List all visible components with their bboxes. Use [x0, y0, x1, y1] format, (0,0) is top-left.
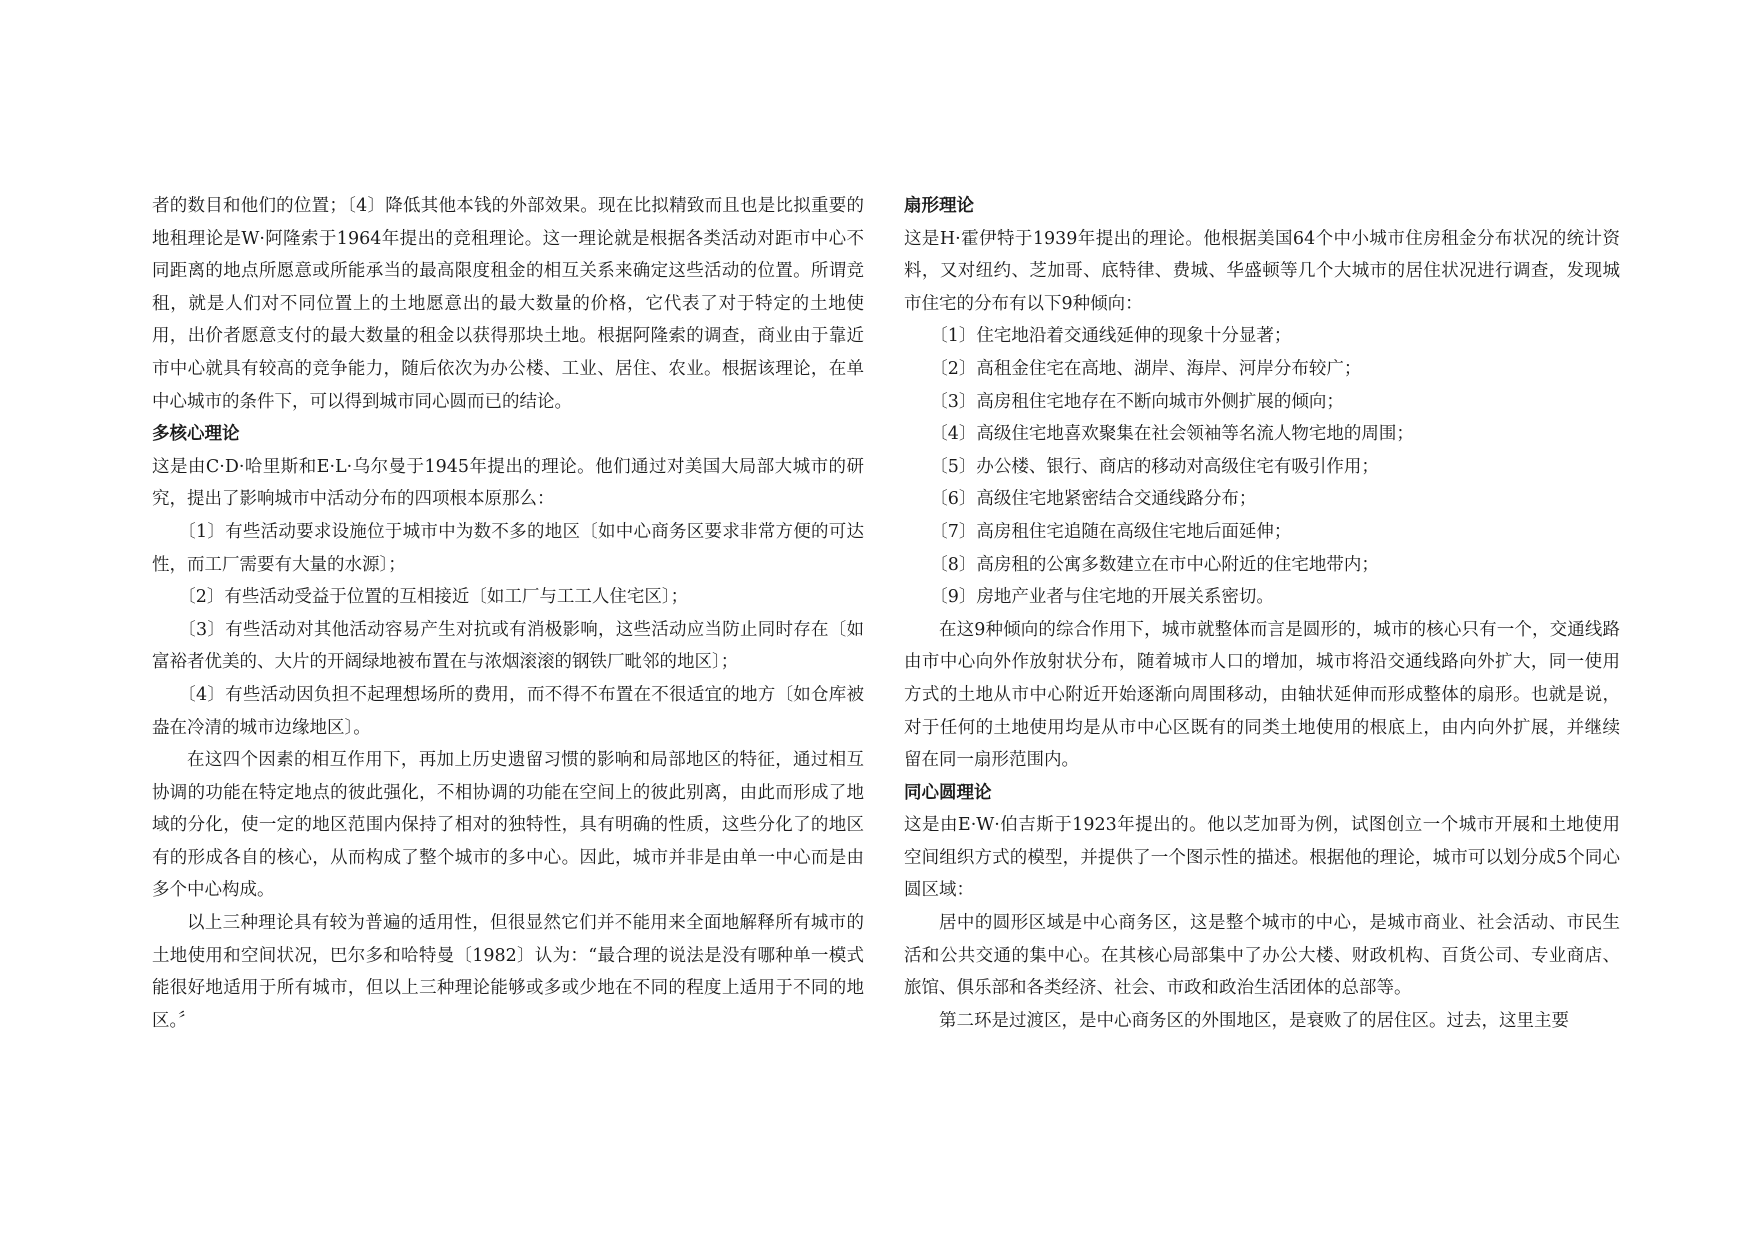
paragraph-concentric-intro: 这是由E·W·伯吉斯于1923年提出的。他以芝加哥为例，试图创立一个城市开展和土地使用空间组织方式的模型，并提供了一个图示性的描述。根据他的理论，城市可以划分成5个同心圆区域： [904, 815, 1620, 901]
paragraph-multi-2: 以上三种理论具有较为普遍的适用性，但很显然它们并不能用来全面地解释所有城市的土地使用和空间状况，巴尔多和哈特曼〔1982〕认为：“最合理的说法是没有哪种单一模式能很好地适用于所有城市，但以上三种理论能够或多或少地在不同的程度上适用于不同的地区。〞 [152, 913, 864, 1031]
list-item: 〔3〕有些活动对其他活动容易产生对抗或有消极影响，这些活动应当防止同时存在〔如富裕者优美的、大片的开阔绿地被布置在与浓烟滚滚的钢铁厂毗邻的地区〕； [152, 619, 864, 673]
paragraph-sector-intro: 这是H·霍伊特于1939年提出的理论。他根据美国64个中小城市住房租金分布状况的统计资料，又对纽约、芝加哥、底特律、费城、华盛顿等几个大城市的居住状况进行调查，发现城市住宅的分布有以下9种倾向： [904, 228, 1620, 314]
paragraph-concentric-2: 第二环是过渡区，是中心商务区的外围地区，是衰败了的居住区。过去，这里主要 [939, 1010, 1569, 1031]
paragraph-sector-1: 在这9种倾向的综合作用下，城市就整体而言是圆形的，城市的核心只有一个，交通线路由市中心向外作放射状分布，随着城市人口的增加，城市将沿交通线路向外扩大，同一使用方式的土地从市中心附近开始逐渐向周围移动，由轴状延伸而形成整体的扇形。也就是说，对于任何的土地使用均是从市中心区既有的同类土地使用的根底上，由内向外扩展，并继续留在同一扇形范围内。 [904, 619, 1620, 771]
paragraph-intro: 者的数目和他们的位置；〔4〕降低其他本钱的外部效果。现在比拟精致而且也是比拟重要的地租理论是W·阿隆索于1964年提出的竞租理论。这一理论就是根据各类活动对距市中心不同距离的地点所愿意或所能承当的最高限度租金的相互关系来确定这些活动的位置。所谓竞租，就是人们对不同位置上的土地愿意出的最大数量的价格，它代表了对于特定的土地使用，出价者愿意支付的最大数量的租金以获得那块土地。根据阿隆索的调查，商业由于靠近市中心就具有较高的竞争能力，随后依次为办公楼、工业、居住、农业。根据该理论，在单中心城市的条件下，可以得到城市同心圆而已的结论。 [152, 196, 864, 412]
paragraph-multi-1: 在这四个因素的相互作用下，再加上历史遗留习惯的影响和局部地区的特征，通过相互协调的功能在特定地点的彼此强化，不相协调的功能在空间上的彼此别离，由此而形成了地域的分化，使一定的地区范围内保持了相对的独特性，具有明确的性质，这些分化了的地区有的形成各自的核心，从而构成了整个城市的多中心。因此，城市并非是由单一中心而是由多个中心构成。 [152, 750, 864, 901]
list-item: 〔2〕高租金住宅在高地、湖岸、海岸、河岸分布较广； [930, 358, 1362, 379]
list-item: 〔1〕有些活动要求设施位于城市中为数不多的地区〔如中心商务区要求非常方便的可达性，而工厂需要有大量的水源〕； [152, 521, 864, 575]
heading-sector-theory: 扇形理论 [904, 196, 974, 216]
left-column [152, 190, 864, 1037]
list-item: 〔6〕高级住宅地紧密结合交通线路分布； [930, 489, 1257, 510]
list-item: 〔7〕高房租住宅追随在高级住宅地后面延伸； [930, 521, 1292, 542]
list-item: 〔9〕房地产业者与住宅地的开展关系密切。 [930, 587, 1274, 608]
heading-concentric-theory: 同心圆理论 [904, 782, 992, 803]
list-item: 〔4〕高级住宅地喜欢聚集在社会领袖等名流人物宅地的周围； [930, 424, 1414, 445]
right-column [904, 190, 1620, 1037]
paragraph-multi-intro: 这是由C·D·哈里斯和E·L·乌尔曼于1945年提出的理论。他们通过对美国大局部大城市的研究，提出了影响城市中活动分布的四项根本原那么： [152, 456, 864, 510]
list-item: 〔4〕有些活动因负担不起理想场所的费用，而不得不布置在不很适宜的地方〔如仓库被盎在冷清的城市边缘地区〕。 [152, 684, 864, 738]
list-item: 〔2〕有些活动受益于位置的互相接近〔如工厂与工工人住宅区〕； [178, 587, 689, 608]
list-item: 〔3〕高房租住宅地存在不断向城市外侧扩展的倾向； [930, 391, 1344, 412]
paragraph-concentric-1: 居中的圆形区域是中心商务区，这是整个城市的中心，是城市商业、社会活动、市民生活和公共交通的集中心。在其核心局部集中了办公大楼、财政机构、百货公司、专业商店、旅馆、俱乐部和各类经济、社会、市政和政治生活团体的总部等。 [904, 913, 1620, 999]
heading-multi-nuclei-theory: 多核心理论 [152, 424, 240, 445]
list-item: 〔8〕高房租的公寓多数建立在市中心附近的住宅地带内； [930, 554, 1379, 575]
list-item: 〔1〕住宅地沿着交通线延伸的现象十分显著； [930, 326, 1292, 347]
list-item: 〔5〕办公楼、银行、商店的移动对高级住宅有吸引作用； [930, 456, 1379, 477]
